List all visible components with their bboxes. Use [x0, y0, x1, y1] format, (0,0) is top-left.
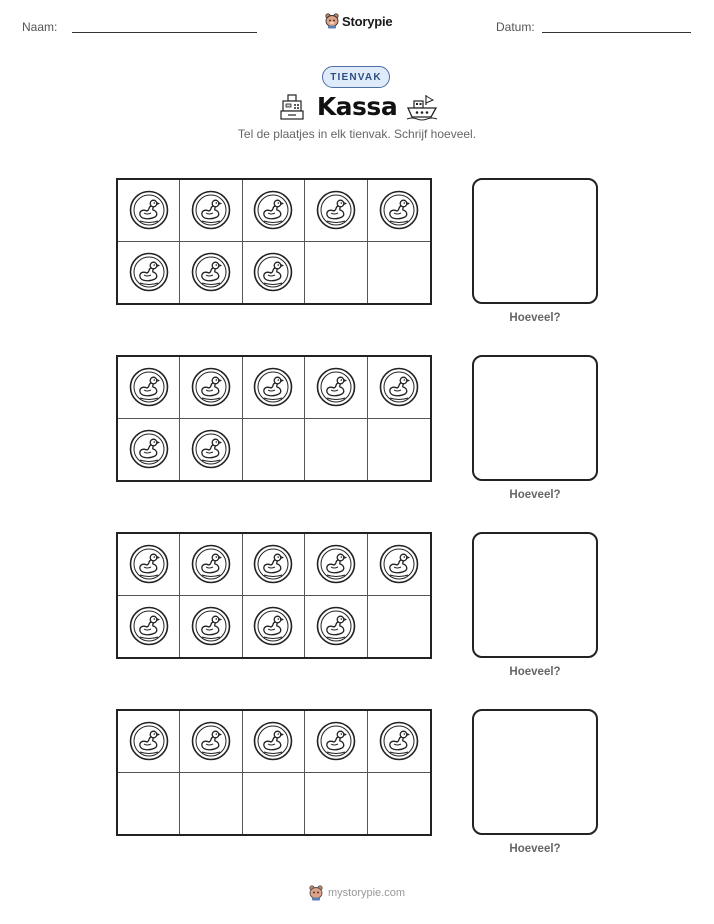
- ten-frame-cell: [118, 242, 180, 304]
- duck-coin-icon: [129, 190, 169, 230]
- ten-frame-2: [116, 355, 432, 482]
- ten-frame-4: [116, 709, 432, 836]
- ten-frame-cell: [305, 419, 367, 481]
- ten-frame-cell: [305, 711, 367, 773]
- ten-frame-cell: [368, 357, 430, 419]
- storypie-mascot-icon: [325, 13, 339, 29]
- duck-coin-icon: [253, 721, 293, 761]
- ten-frame-cell: [243, 711, 305, 773]
- footer: [0, 885, 714, 901]
- duck-coin-icon: [379, 544, 419, 584]
- ten-frame-cell: [368, 596, 430, 658]
- ten-frame-cell: [180, 773, 242, 835]
- brand-name: Storypie: [342, 13, 393, 29]
- duck-coin-icon: [316, 606, 356, 646]
- ten-frame-cell: [180, 711, 242, 773]
- answer-label-2: Hoeveel?: [509, 489, 561, 501]
- duck-coin-icon: [191, 429, 231, 469]
- ten-frame-cell: [118, 711, 180, 773]
- answer-box-3[interactable]: [472, 532, 598, 658]
- duck-coin-icon: [191, 190, 231, 230]
- ten-frame-cell: [118, 180, 180, 242]
- duck-coin-icon: [379, 721, 419, 761]
- ten-frame-3: [116, 532, 432, 659]
- name-field-line[interactable]: [72, 32, 257, 33]
- answer-label-4: Hoeveel?: [509, 843, 561, 855]
- ten-frame-cell: [368, 534, 430, 596]
- ten-frame-cell: [180, 357, 242, 419]
- ten-frame-cell: [368, 419, 430, 481]
- footer-url: mystorypie.com: [327, 887, 406, 899]
- ten-frame-cell: [180, 242, 242, 304]
- duck-coin-icon: [191, 721, 231, 761]
- ten-frame-cell: [243, 419, 305, 481]
- duck-coin-icon: [191, 606, 231, 646]
- brand-logo: [325, 13, 392, 29]
- duck-coin-icon: [253, 252, 293, 292]
- ten-frame-cell: [118, 773, 180, 835]
- ten-frame-cell: [180, 534, 242, 596]
- duck-coin-icon: [316, 721, 356, 761]
- ten-frame-cell: [243, 773, 305, 835]
- ten-frame-cell: [180, 596, 242, 658]
- answer-label-1: Hoeveel?: [509, 312, 561, 324]
- duck-coin-icon: [191, 367, 231, 407]
- ten-frame-cell: [368, 773, 430, 835]
- ten-frame-cell: [305, 357, 367, 419]
- ten-frame-cell: [118, 419, 180, 481]
- duck-coin-icon: [129, 367, 169, 407]
- duck-coin-icon: [129, 252, 169, 292]
- ten-frame-1: [116, 178, 432, 305]
- ten-frame-cell: [368, 242, 430, 304]
- ten-frame-cell: [305, 534, 367, 596]
- answer-label-3: Hoeveel?: [509, 666, 561, 678]
- ten-frame-cell: [243, 596, 305, 658]
- worksheet-type-badge: TIENVAK: [322, 66, 390, 88]
- storypie-mascot-icon: [309, 885, 323, 901]
- page-title: Kassa: [316, 92, 398, 121]
- duck-coin-icon: [129, 544, 169, 584]
- ten-frame-cell: [305, 242, 367, 304]
- ten-frame-cell: [118, 596, 180, 658]
- duck-coin-icon: [316, 190, 356, 230]
- duck-coin-icon: [253, 606, 293, 646]
- answer-box-4[interactable]: [472, 709, 598, 835]
- duck-coin-icon: [316, 367, 356, 407]
- date-field-line[interactable]: [542, 32, 691, 33]
- ten-frame-cell: [305, 773, 367, 835]
- ten-frame-cell: [118, 534, 180, 596]
- duck-coin-icon: [379, 190, 419, 230]
- toy-boat-icon: [406, 93, 438, 121]
- ten-frame-cell: [305, 596, 367, 658]
- ten-frame-cell: [368, 711, 430, 773]
- ten-frame-cell: [243, 180, 305, 242]
- duck-coin-icon: [191, 252, 231, 292]
- ten-frame-cell: [180, 419, 242, 481]
- duck-coin-icon: [316, 544, 356, 584]
- answer-box-2[interactable]: [472, 355, 598, 481]
- ten-frame-cell: [243, 534, 305, 596]
- ten-frame-cell: [305, 180, 367, 242]
- duck-coin-icon: [129, 429, 169, 469]
- ten-frame-cell: [180, 180, 242, 242]
- duck-coin-icon: [253, 544, 293, 584]
- duck-coin-icon: [129, 606, 169, 646]
- ten-frame-cell: [243, 242, 305, 304]
- duck-coin-icon: [129, 721, 169, 761]
- answer-box-1[interactable]: [472, 178, 598, 304]
- name-label: Naam:: [22, 20, 58, 34]
- instructions: Tel de plaatjes in elk tienvak. Schrijf hoeveel.: [237, 127, 477, 141]
- duck-coin-icon: [191, 544, 231, 584]
- duck-coin-icon: [253, 190, 293, 230]
- ten-frame-cell: [118, 357, 180, 419]
- ten-frame-cell: [243, 357, 305, 419]
- ten-frame-cell: [368, 180, 430, 242]
- date-label: Datum:: [496, 20, 535, 34]
- duck-coin-icon: [253, 367, 293, 407]
- duck-coin-icon: [379, 367, 419, 407]
